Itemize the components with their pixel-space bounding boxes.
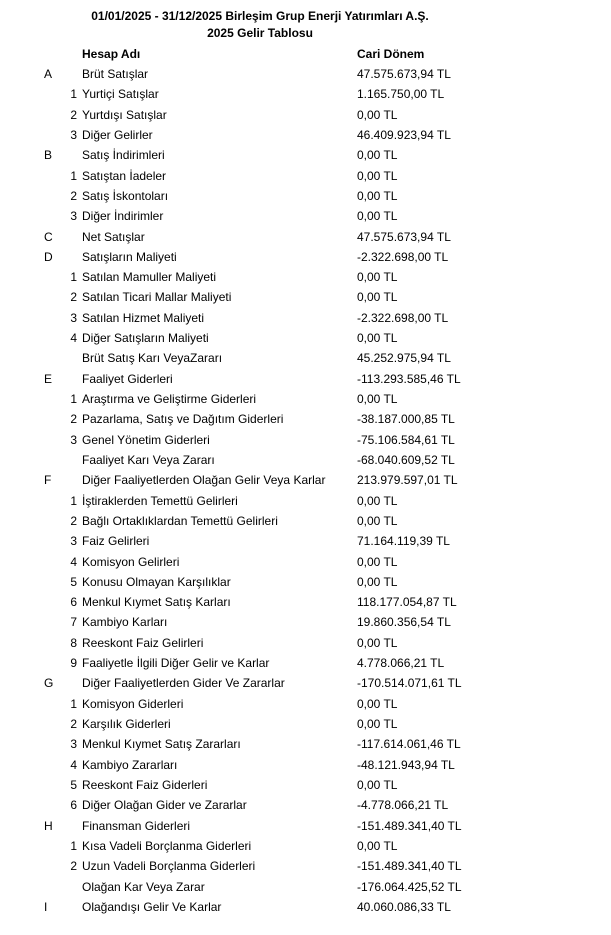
current-period-value: 0,00 TL	[357, 270, 398, 285]
account-name: Komisyon Gelirleri	[82, 554, 180, 569]
item-number: 1	[70, 696, 77, 711]
current-period-value: 0,00 TL	[357, 290, 398, 305]
account-name: Satılan Hizmet Maliyeti	[82, 310, 205, 325]
current-period-value: 213.979.597,01 TL	[357, 473, 458, 488]
table-row	[0, 247, 611, 267]
table-row	[0, 897, 611, 917]
item-number: 3	[70, 310, 77, 325]
account-name: Uzun Vadeli Borçlanma Giderleri	[82, 859, 256, 874]
current-period-value: 0,00 TL	[357, 168, 398, 183]
current-period-value: 0,00 TL	[357, 696, 398, 711]
account-name: Satış İskontoları	[82, 188, 169, 203]
item-number: 5	[70, 574, 77, 589]
table-row	[0, 125, 611, 145]
account-name: Kambiyo Karları	[82, 615, 168, 630]
table-row	[0, 430, 611, 450]
current-period-value: 0,00 TL	[357, 107, 398, 122]
account-name: Reeskont Faiz Gelirleri	[82, 635, 204, 650]
account-name: Faaliyet Karı Veya Zararı	[82, 452, 215, 467]
account-name: Yurtiçi Satışlar	[82, 87, 159, 102]
account-name: Faiz Gelirleri	[82, 534, 150, 549]
table-row	[0, 206, 611, 226]
item-number: 2	[70, 188, 77, 203]
account-name: Faaliyet Giderleri	[82, 371, 173, 386]
item-number: 1	[70, 168, 77, 183]
current-period-value: 0,00 TL	[357, 777, 398, 792]
table-row	[0, 64, 611, 84]
item-number: 1	[70, 493, 77, 508]
table-row	[0, 491, 611, 511]
section-letter: G	[44, 676, 54, 691]
current-period-value: -68.040.609,52 TL	[357, 452, 455, 467]
current-period-value: 0,00 TL	[357, 513, 398, 528]
table-row	[0, 633, 611, 653]
current-period-value: 118.177.054,87 TL	[357, 595, 457, 610]
item-number: 6	[70, 595, 77, 610]
table-row	[0, 877, 611, 897]
item-number: 1	[70, 87, 77, 102]
account-name: Diğer Faaliyetlerden Olağan Gelir Veya Karlar	[82, 473, 326, 488]
current-period-value: 45.252.975,94 TL	[357, 351, 451, 366]
account-name: Menkul Kıymet Satış Karları	[82, 595, 231, 610]
account-name: Kısa Vadeli Borçlanma Giderleri	[82, 838, 252, 853]
table-row	[0, 612, 611, 632]
report-title: 01/01/2025 - 31/12/2025 Birleşim Grup Enerji Yatırımları A.Ş.	[91, 9, 429, 23]
table-row	[0, 856, 611, 876]
account-name: Pazarlama, Satış ve Dağıtım Giderleri	[82, 412, 284, 427]
account-name: Brüt Satışlar	[82, 67, 149, 81]
section-letter: E	[44, 371, 53, 386]
item-number: 3	[70, 127, 77, 142]
current-period-value: -151.489.341,40 TL	[357, 859, 462, 874]
current-period-value: 19.860.356,54 TL	[357, 615, 451, 630]
current-period-value: 47.575.673,94 TL	[357, 67, 451, 81]
current-period-value: 1.165.750,00 TL	[357, 87, 445, 102]
account-name: Diğer Satışların Maliyeti	[82, 331, 209, 346]
table-row	[0, 186, 611, 206]
account-name: Reeskont Faiz Giderleri	[82, 777, 208, 792]
table-row	[0, 409, 611, 429]
table-row	[0, 369, 611, 389]
table-row	[0, 450, 611, 470]
section-letter: H	[44, 818, 53, 833]
account-name: Diğer İndirimler	[82, 209, 164, 224]
current-period-value: 4.778.066,21 TL	[357, 656, 445, 671]
item-number: 4	[70, 554, 77, 569]
account-name: Genel Yönetim Giderleri	[82, 432, 210, 447]
account-name: Diğer Olağan Gider ve Zararlar	[82, 798, 247, 813]
table-row	[0, 348, 611, 368]
account-name: Satış İndirimleri	[82, 148, 165, 163]
account-name: Diğer Gelirler	[82, 127, 153, 142]
table-row	[0, 552, 611, 572]
table-row	[0, 592, 611, 612]
account-name: Diğer Faaliyetlerden Gider Ve Zararlar	[82, 676, 285, 691]
account-name: Araştırma ve Geliştirme Giderleri	[82, 392, 257, 406]
table-row	[0, 572, 611, 592]
table-row	[0, 795, 611, 815]
current-period-value: -38.187.000,85 TL	[357, 412, 455, 427]
current-period-value: -75.106.584,61 TL	[357, 432, 455, 447]
current-period-value: 46.409.923,94 TL	[357, 127, 451, 142]
item-number: 2	[70, 717, 77, 731]
table-row	[0, 105, 611, 125]
item-number: 3	[70, 209, 77, 224]
table-row	[0, 389, 611, 409]
section-letter: D	[44, 249, 53, 264]
current-period-value: -176.064.425,52 TL	[357, 879, 462, 894]
section-letter: B	[44, 148, 53, 163]
current-period-value: -4.778.066,21 TL	[357, 798, 449, 813]
item-number: 1	[70, 270, 77, 285]
table-row	[0, 714, 611, 734]
current-period-value: 0,00 TL	[357, 717, 398, 731]
account-name: Karşılık Giderleri	[82, 717, 171, 731]
account-name: İştiraklerden Temettü Gelirleri	[82, 493, 238, 508]
table-row	[0, 166, 611, 186]
current-period-value: 0,00 TL	[357, 838, 398, 853]
item-number: 4	[70, 757, 77, 772]
account-name: Komisyon Giderleri	[82, 696, 184, 711]
item-number: 7	[70, 615, 77, 630]
item-number: 2	[70, 290, 77, 305]
table-row	[0, 308, 611, 328]
table-row	[0, 511, 611, 531]
table-row	[0, 84, 611, 104]
account-name: Net Satışlar	[82, 229, 145, 244]
current-period-value: -151.489.341,40 TL	[357, 818, 462, 833]
current-period-value: -170.514.071,61 TL	[357, 676, 462, 691]
current-period-value: 0,00 TL	[357, 148, 398, 163]
current-period-value: 0,00 TL	[357, 554, 398, 569]
account-name: Satışların Maliyeti	[82, 249, 177, 264]
account-name: Kambiyo Zararları	[82, 757, 178, 772]
table-row	[0, 531, 611, 551]
column-header-account-name: Hesap Adı	[82, 47, 141, 61]
item-number: 1	[70, 392, 77, 406]
account-name: Konusu Olmayan Karşılıklar	[82, 574, 231, 589]
account-name: Menkul Kıymet Satış Zararları	[82, 737, 241, 752]
current-period-value: 0,00 TL	[357, 209, 398, 224]
item-number: 2	[70, 859, 77, 874]
item-number: 2	[70, 513, 77, 528]
section-letter: F	[44, 473, 52, 488]
account-name: Faaliyetle İlgili Diğer Gelir ve Karlar	[82, 656, 270, 671]
item-number: 5	[70, 777, 77, 792]
account-name: Olağan Kar Veya Zarar	[82, 879, 205, 894]
table-row	[0, 673, 611, 693]
current-period-value: -48.121.943,94 TL	[357, 757, 455, 772]
item-number: 2	[70, 412, 77, 427]
table-row	[0, 755, 611, 775]
current-period-value: 71.164.119,39 TL	[357, 534, 450, 549]
account-name: Satılan Mamuller Maliyeti	[82, 270, 217, 285]
income-statement-table	[0, 64, 611, 917]
current-period-value: -117.614.061,46 TL	[357, 737, 461, 752]
section-letter: A	[44, 67, 53, 81]
item-number: 2	[70, 107, 77, 122]
account-name: Olağandışı Gelir Ve Karlar	[82, 899, 222, 914]
section-letter: C	[44, 229, 53, 244]
column-header-current-period: Cari Dönem	[357, 47, 425, 61]
current-period-value: 0,00 TL	[357, 574, 398, 589]
current-period-value: 0,00 TL	[357, 331, 398, 346]
item-number: 6	[70, 798, 77, 813]
current-period-value: 0,00 TL	[357, 493, 398, 508]
table-row	[0, 267, 611, 287]
table-row	[0, 775, 611, 795]
item-number: 3	[70, 432, 77, 447]
section-letter: I	[44, 899, 48, 914]
item-number: 3	[70, 737, 77, 752]
account-name: Finansman Giderleri	[82, 818, 191, 833]
current-period-value: 0,00 TL	[357, 635, 398, 650]
current-period-value: -2.322.698,00 TL	[357, 249, 449, 264]
item-number: 8	[70, 635, 77, 650]
table-row	[0, 227, 611, 247]
account-name: Brüt Satış Karı VeyaZararı	[82, 351, 223, 366]
item-number: 1	[70, 838, 77, 853]
current-period-value: 0,00 TL	[357, 188, 398, 203]
table-row	[0, 734, 611, 754]
table-row	[0, 816, 611, 836]
current-period-value: 40.060.086,33 TL	[357, 899, 451, 914]
account-name: Yurtdışı Satışlar	[82, 107, 167, 122]
table-row	[0, 694, 611, 714]
table-row	[0, 836, 611, 856]
report-subtitle: 2025 Gelir Tablosu	[207, 26, 313, 40]
table-row	[0, 287, 611, 307]
item-number: 4	[70, 331, 77, 346]
current-period-value: 0,00 TL	[357, 392, 398, 406]
account-name: Bağlı Ortaklıklardan Temettü Gelirleri	[82, 513, 278, 528]
table-row	[0, 328, 611, 348]
item-number: 3	[70, 534, 77, 549]
current-period-value: 47.575.673,94 TL	[357, 229, 451, 244]
item-number: 9	[70, 656, 77, 671]
account-name: Satıştan İadeler	[82, 168, 167, 183]
current-period-value: -2.322.698,00 TL	[357, 310, 449, 325]
table-row	[0, 145, 611, 165]
table-row	[0, 470, 611, 490]
current-period-value: -113.293.585,46 TL	[357, 371, 461, 386]
account-name: Satılan Ticari Mallar Maliyeti	[82, 290, 232, 305]
table-row	[0, 653, 611, 673]
